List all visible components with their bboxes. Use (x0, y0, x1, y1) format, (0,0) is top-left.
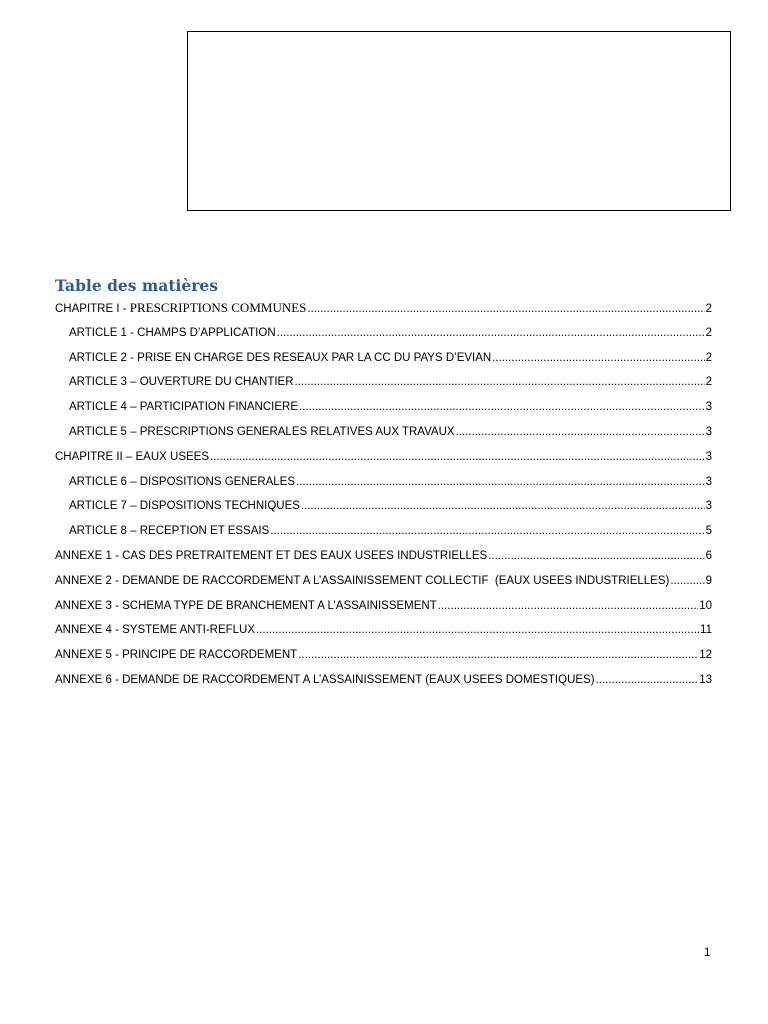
toc-entry-page: 3 (705, 425, 712, 438)
toc-dot-leader (299, 395, 705, 420)
toc-dot-leader (596, 668, 699, 693)
toc-dot-leader (456, 420, 705, 445)
toc-entry-page: 3 (705, 500, 712, 513)
toc-entry-page: 2 (705, 351, 712, 364)
toc-entry-page: 2 (705, 376, 712, 389)
toc-dot-leader (488, 544, 704, 569)
toc-entry-label: ARTICLE 7 – DISPOSITIONS TECHNIQUES (69, 500, 300, 513)
toc-dot-leader (301, 494, 705, 519)
toc-entry-page: 3 (705, 401, 712, 414)
toc-entry-chapitre-1[interactable] (55, 296, 712, 321)
toc-entry-label: ARTICLE 8 – RECEPTION ET ESSAIS (69, 525, 270, 538)
toc-entry-article-8[interactable] (55, 519, 712, 544)
toc-entry-label: ANNEXE 1 - CAS DES PRETRAITEMENT ET DES EAUX USEES INDUSTRIELLES (55, 549, 488, 562)
toc-entry-label: CHAPITRE I - PRESCRIPTIONS COMMUNES (55, 300, 307, 315)
toc-entry-label: ANNEXE 3 - SCHEMA TYPE DE BRANCHEMENT A L’ASSAINISSEMENT (55, 599, 437, 612)
toc-entry-page: 10 (699, 599, 712, 612)
toc-entry-annexe-4[interactable] (55, 618, 712, 643)
toc-dot-leader (277, 321, 705, 346)
toc-dot-leader (307, 297, 704, 321)
toc-entry-article-7[interactable] (55, 494, 712, 519)
toc-dot-leader (438, 594, 698, 619)
toc-dot-leader (210, 445, 705, 470)
toc-entry-page: 5 (705, 525, 712, 538)
toc-entry-annexe-3[interactable] (55, 594, 712, 619)
toc-dot-leader (296, 470, 705, 495)
toc-dot-leader (670, 569, 704, 594)
toc-entry-annexe-6[interactable] (55, 668, 712, 693)
toc-entry-label: ARTICLE 1 - CHAMPS D’APPLICATION (69, 326, 276, 339)
toc-entry-page: 3 (705, 450, 712, 463)
toc-entry-label: ANNEXE 4 - SYSTEME ANTI-REFLUX (55, 624, 256, 637)
toc-entry-page: 9 (705, 574, 712, 587)
toc-entry-annexe-1[interactable] (55, 544, 712, 569)
toc-dot-leader (256, 618, 699, 643)
toc-dot-leader (270, 519, 704, 544)
toc-entry-page: 13 (699, 673, 712, 686)
toc-entry-label: ANNEXE 5 - PRINCIPE DE RACCORDEMENT (55, 649, 298, 662)
toc-entry-label: ARTICLE 4 – PARTICIPATION FINANCIERE (69, 401, 298, 414)
toc-entry-page: 2 (705, 326, 712, 339)
toc-entry-article-4[interactable] (55, 395, 712, 420)
page-number: 1 (704, 947, 711, 959)
toc-entry-page: 3 (705, 475, 712, 488)
toc-title: Table des matières (55, 276, 219, 295)
toc-entry-article-6[interactable] (55, 470, 712, 495)
toc-entry-page: 2 (705, 303, 712, 315)
toc-entry-page: 6 (705, 549, 712, 562)
toc-entry-article-1[interactable] (55, 321, 712, 346)
toc-entry-label: ANNEXE 2 - DEMANDE DE RACCORDEMENT A L’ASSAINISSEMENT COLLECTIF (EAUX USEES INDUSTRIELLES) (55, 574, 670, 587)
toc-entry-label: ANNEXE 6 - DEMANDE DE RACCORDEMENT A L’ASSAINISSEMENT (EAUX USEES DOMESTIQUES) (55, 673, 595, 686)
table-of-contents (55, 296, 712, 693)
toc-entry-article-2[interactable] (55, 346, 712, 371)
toc-entry-label: ARTICLE 3 – OUVERTURE DU CHANTIER (69, 376, 294, 389)
toc-dot-leader (298, 643, 698, 668)
toc-dot-leader (295, 370, 705, 395)
toc-entry-article-3[interactable] (55, 370, 712, 395)
toc-entry-annexe-5[interactable] (55, 643, 712, 668)
toc-entry-article-5[interactable] (55, 420, 712, 445)
header-frame-box (187, 31, 731, 211)
toc-dot-leader (492, 346, 704, 371)
toc-entry-label: ARTICLE 6 – DISPOSITIONS GENERALES (69, 475, 296, 488)
toc-entry-label: ARTICLE 5 – PRESCRIPTIONS GENERALES RELATIVES AUX TRAVAUX (69, 425, 455, 438)
toc-entry-page: 12 (699, 649, 712, 662)
toc-entry-label: CHAPITRE II – EAUX USEES (55, 450, 210, 463)
toc-entry-annexe-2[interactable] (55, 569, 712, 594)
toc-entry-label: ARTICLE 2 - PRISE EN CHARGE DES RESEAUX PAR LA CC DU PAYS D’EVIAN (69, 351, 492, 364)
toc-entry-chapitre-2[interactable] (55, 445, 712, 470)
toc-entry-page: 11 (700, 624, 712, 637)
